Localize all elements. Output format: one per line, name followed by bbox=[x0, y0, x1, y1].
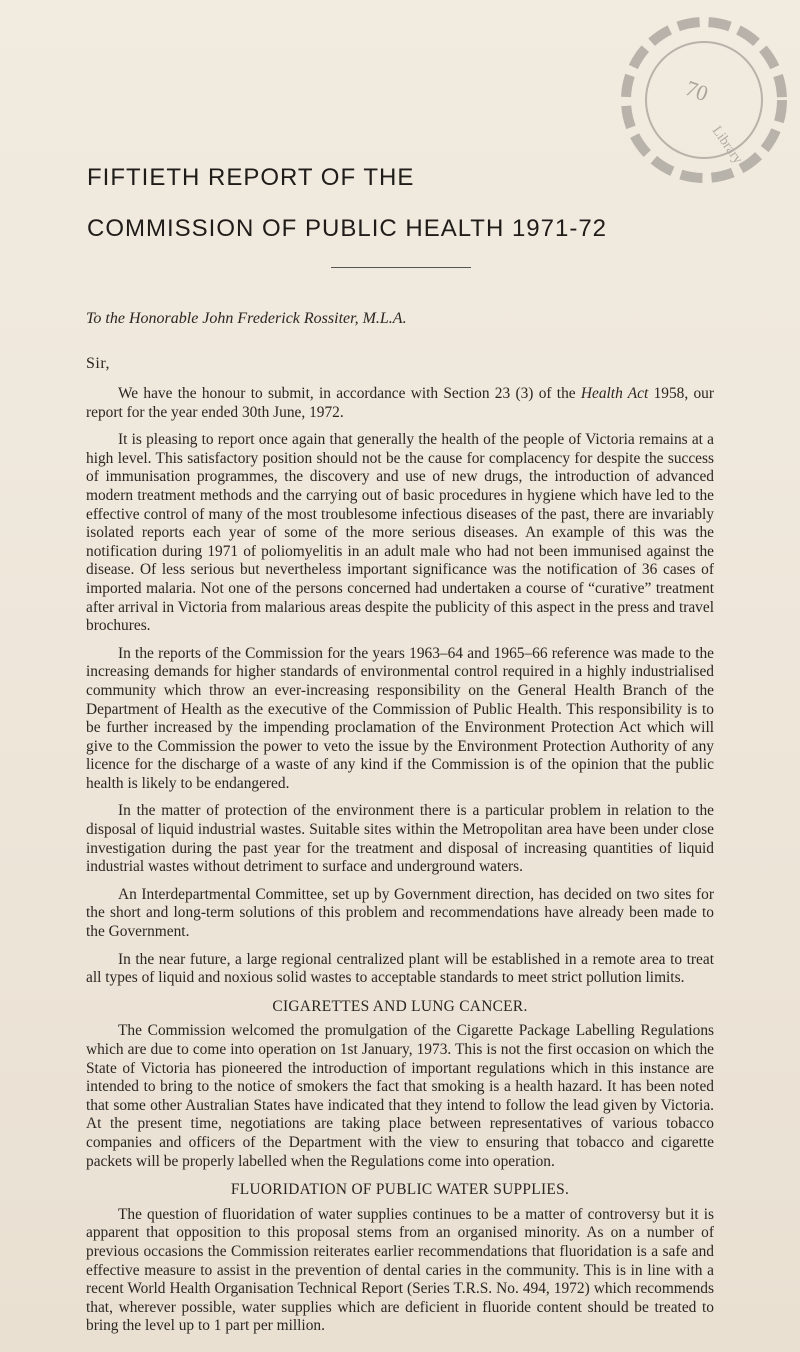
paragraph-committee: An Interdepartmental Committee, set up by Government direction, has decided on two sites for the short and long-term solutions of this problem and recommendations have already been made to the Government. bbox=[86, 885, 714, 941]
act-title: Health Act bbox=[580, 385, 649, 402]
paragraph-environmental-control: In the reports of the Commission for the years 1963–64 and 1965–66 reference was made to the increasing demands for higher standards of environmental control required in a highly industrialised community which throw an ever-increasing responsibility on the General Health Branch of the Department of Health as the executive of the Commission of Public Health. This responsibility is to be further increased by the impending proclamation of the Environment Protection Act which will give to the Commission the power to veto the issue by the Environment Protection Authority of any licence for the discharge of a waste of any kind if the Commission is of the opinion that the public health is likely to be endangered. bbox=[86, 644, 714, 792]
paragraph-regional-plant: In the near future, a large regional centralized plant will be established in a remote area to treat all types of liquid and noxious solid wastes to acceptable standards to meet strict pollution limits. bbox=[86, 950, 714, 987]
paragraph-liquid-wastes: In the matter of protection of the environment there is a particular problem in relation to the disposal of liquid industrial wastes. Suitable sites within the Metropolitan area have been under close investigation during the past year for the treatment and disposal of increasing quantities of liquid industrial wastes without detriment to surface and underground waters. bbox=[86, 802, 714, 876]
letter-body bbox=[86, 385, 714, 1345]
stamp-word: Library bbox=[708, 123, 746, 167]
report-title-line-1: FIFTIETH REPORT OF THE bbox=[87, 164, 415, 191]
paragraph-fluoridation: The question of fluoridation of water supplies continues to be a matter of controversy but it is apparent that opposition to this proposal stems from an organised minority. As on a number of previous occasions the Commission reiterates earlier recommendations that fluoridation is a safe and effective measure to assist in the prevention of dental caries in the community. This is in line with a recent World Health Organisation Technical Report (Series T.R.S. No. 494, 1972) which recommends that, wherever possible, water supplies which are deficient in fluoride content should be treated to bring the level up to 1 part per million. bbox=[86, 1205, 714, 1335]
salutation: Sir, bbox=[86, 355, 111, 372]
paragraph-submission: We have the honour to submit, in accordance with Section 23 (3) of the Health Act 1958, our report for the year ended 30th June, 1972. bbox=[86, 385, 715, 421]
title-divider bbox=[331, 267, 471, 268]
stamp-number: 70 bbox=[682, 75, 712, 107]
paragraph-health-status: It is pleasing to report once again that generally the health of the people of Victoria remains at a high level. This satisfactory position should not be the cause for complacency for despite the success of immunisation programmes, the discovery and use of new drugs, the introduction of advanced modern treatment methods and the carrying out of basic procedures in hygiene which have led to the effective control of many of the most troublesome infectious diseases of the past, there are invariably isolated reports each year of some of the more serious diseases. An example of this was the notification during 1971 of poliomyelitis in an adult male who had not been immunised against the disease. Of less serious but nevertheless important significance was the notification of 36 cases of imported malaria. Not one of the persons concerned had undertaken a course of “curative” treatment after arrival in Victoria from malarious areas despite the publicity of this aspect in the press and travel brochures. bbox=[86, 431, 714, 635]
addressee: To the Honorable John Frederick Rossiter, M.L.A. bbox=[86, 310, 407, 327]
paragraph-cigarettes: The Commission welcomed the promulgation of the Cigarette Package Labelling Regulations which are due to come into operation on 1st January, 1973. This is not the first occasion on which the State of Victoria has pioneered the introduction of important regulations which in this instance are intended to bring to the notice of smokers the fact that smoking is a health hazard. It has been noted that some other Australian States have indicated that they intend to follow the lead given by Victoria. At the present time, negotiations are taking place between representatives of various tobacco companies and officers of the Department with the view to ensuring that tobacco and cigarette packets will be properly labelled when the Regulations come into operation. bbox=[86, 1022, 714, 1170]
report-title-line-2: COMMISSION OF PUBLIC HEALTH 1971-72 bbox=[87, 215, 608, 242]
section-heading-fluoridation: FLUORIDATION OF PUBLIC WATER SUPPLIES. bbox=[230, 1181, 570, 1199]
library-stamp-icon bbox=[592, 12, 792, 192]
section-heading-cigarettes: CIGARETTES AND LUNG CANCER. bbox=[272, 997, 528, 1015]
